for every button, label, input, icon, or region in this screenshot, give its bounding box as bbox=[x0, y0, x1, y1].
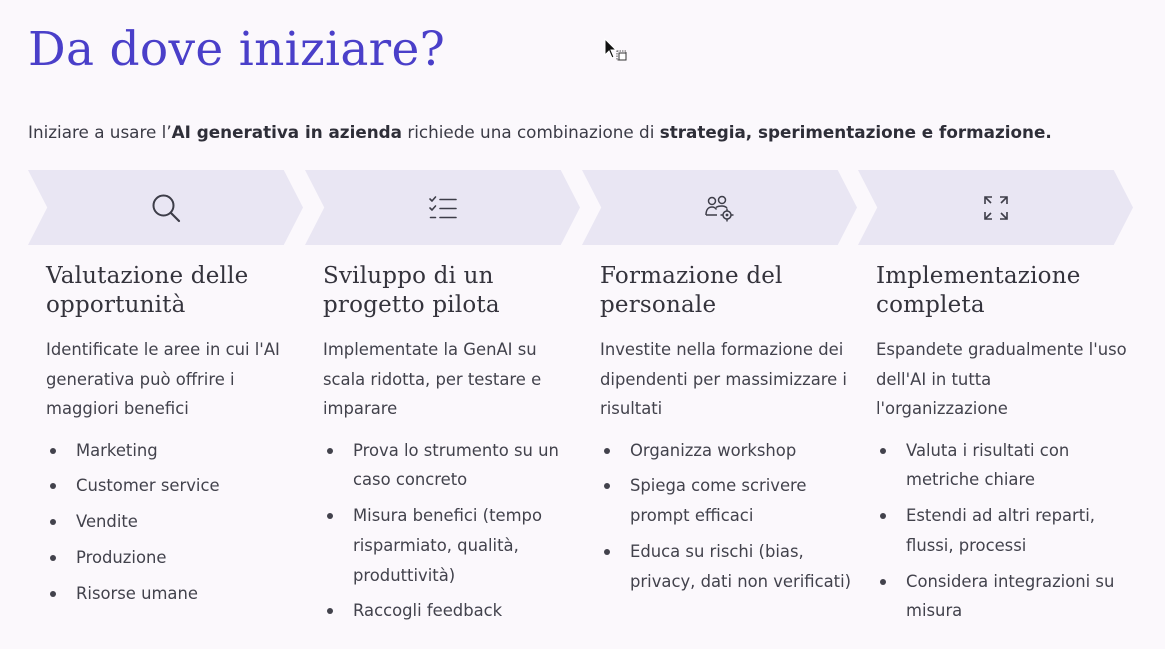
step-3-title: Formazione del personale bbox=[600, 263, 783, 318]
step-2-bullets bbox=[323, 436, 575, 627]
mouse-cursor-icon bbox=[603, 38, 631, 66]
list-item: Marketing bbox=[46, 436, 298, 466]
list-item: Vendite bbox=[46, 507, 298, 537]
step-4-description: Espandete gradualmente l'uso dell'AI in tutta l'organizzazione bbox=[876, 340, 1127, 418]
page-title: Da dove iniziare? bbox=[28, 22, 446, 77]
list-item: Raccogli feedback bbox=[323, 596, 575, 626]
intro-part-1: Iniziare a usare l’ bbox=[28, 122, 172, 142]
list-item: Produzione bbox=[46, 543, 298, 573]
list-item: Organizza workshop bbox=[600, 436, 852, 466]
checklist-icon bbox=[426, 191, 460, 225]
intro-part-2: richiede una combinazione di bbox=[402, 122, 660, 142]
step-3-bullets bbox=[600, 436, 852, 597]
step-1-chevron bbox=[28, 170, 303, 245]
list-item: Prova lo strumento su un caso concreto bbox=[323, 436, 575, 496]
step-4-title: Implementazione completa bbox=[876, 263, 1081, 318]
intro-bold-1: AI generativa in azienda bbox=[171, 122, 402, 142]
step-4-bullets bbox=[876, 436, 1128, 627]
step-2-title: Sviluppo di un progetto pilota bbox=[323, 263, 500, 318]
list-item: Customer service bbox=[46, 471, 298, 501]
step-2-column bbox=[323, 262, 575, 632]
list-item: Educa su rischi (bias, privacy, dati non verificati) bbox=[600, 537, 852, 597]
step-4-column bbox=[876, 262, 1128, 632]
list-item: Valuta i risultati con metriche chiare bbox=[876, 436, 1128, 496]
step-3-column bbox=[600, 262, 852, 602]
step-4-chevron bbox=[858, 170, 1133, 245]
step-1-description: Identificate le aree in cui l'AI generativa può offrire i maggiori benefici bbox=[46, 340, 280, 418]
expand-arrows-icon bbox=[979, 191, 1013, 225]
step-2-chevron bbox=[305, 170, 580, 245]
step-3-chevron bbox=[582, 170, 857, 245]
team-settings-icon bbox=[703, 191, 737, 225]
intro-text bbox=[28, 122, 1052, 142]
step-3-description: Investite nella formazione dei dipendenti per massimizzare i risultati bbox=[600, 340, 847, 418]
list-item: Considera integrazioni su misura bbox=[876, 567, 1128, 627]
step-1-column bbox=[46, 262, 298, 614]
list-item: Misura benefici (tempo risparmiato, qualità, produttività) bbox=[323, 501, 575, 590]
intro-bold-2: strategia, sperimentazione e formazione. bbox=[659, 122, 1052, 142]
search-icon bbox=[149, 191, 183, 225]
step-1-title: Valutazione delle opportunità bbox=[46, 263, 249, 318]
step-2-description: Implementate la GenAI su scala ridotta, per testare e imparare bbox=[323, 340, 542, 418]
list-item: Risorse umane bbox=[46, 579, 298, 609]
list-item: Spiega come scrivere prompt efficaci bbox=[600, 471, 852, 531]
step-1-bullets bbox=[46, 436, 298, 609]
list-item: Estendi ad altri reparti, flussi, processi bbox=[876, 501, 1128, 561]
